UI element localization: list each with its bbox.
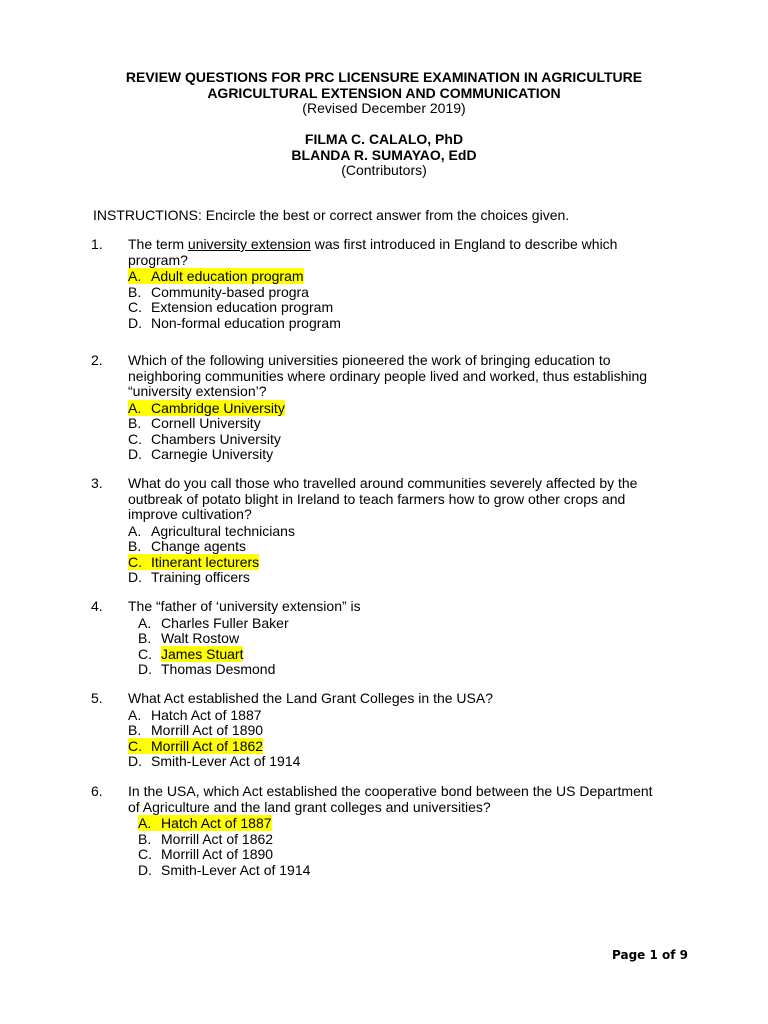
doc-title-line1: REVIEW QUESTIONS FOR PRC LICENSURE EXAMINATION IN AGRICULTURE xyxy=(125,69,643,85)
author-1: FILMA C. CALALO, PhD xyxy=(304,131,464,147)
answer-options xyxy=(128,708,691,770)
doc-title-line2: AGRICULTURAL EXTENSION AND COMMUNICATION xyxy=(207,85,561,101)
question-text-line: What Act established the Land Grant Colleges in the USA? xyxy=(128,690,493,706)
answer-options xyxy=(138,816,691,878)
question-number: 2. xyxy=(91,352,103,368)
question-5 xyxy=(91,691,691,770)
answer-option-c[interactable]: C. Chambers University xyxy=(128,430,281,447)
question-text-line: What do you call those who travelled around communities severely affected by the xyxy=(128,475,638,491)
question-number: 5. xyxy=(91,690,103,706)
question-number: 3. xyxy=(91,475,103,491)
answer-options xyxy=(128,269,691,331)
answer-option-b[interactable]: B. Community-based progra xyxy=(128,283,309,300)
question-6 xyxy=(91,784,691,878)
doc-revision: (Revised December 2019) xyxy=(302,100,466,116)
question-text-line: improve cultivation? xyxy=(128,506,252,522)
answer-option-c[interactable]: C. Itinerant lecturers xyxy=(128,553,260,570)
answer-option-d[interactable]: D. Non-formal education program xyxy=(128,314,341,331)
answer-option-b[interactable]: B. Morrill Act of 1862 xyxy=(138,830,274,847)
contributors-label: (Contributors) xyxy=(341,162,427,178)
answer-option-d[interactable]: D. Carnegie University xyxy=(128,446,274,462)
question-text-line: outbreak of potato blight in Ireland to teach farmers how to grow other crops and xyxy=(128,490,626,507)
question-text-line: neighboring communities where ordinary people lived and worked, thus establishing xyxy=(128,367,648,384)
answer-option-b[interactable]: B. Walt Rostow xyxy=(138,630,240,646)
answer-option-d[interactable]: D. Training officers xyxy=(128,569,250,585)
question-text-line: program? xyxy=(128,251,188,268)
answer-option-a[interactable]: A. Adult education program xyxy=(128,268,304,284)
question-2 xyxy=(91,353,691,463)
question-text-line: The “father of ‘university extension” is xyxy=(128,598,361,614)
question-1 xyxy=(91,237,691,331)
underlined-term: university extension xyxy=(187,236,311,252)
answer-option-b[interactable]: B. Cornell University xyxy=(128,415,261,431)
answer-option-a[interactable]: A. Hatch Act of 1887 xyxy=(138,815,272,831)
answer-option-b[interactable]: B. Morrill Act of 1890 xyxy=(128,722,264,738)
question-number: 1. xyxy=(91,236,103,252)
question-number: 6. xyxy=(91,783,103,799)
answer-option-c[interactable]: C. James Stuart xyxy=(138,645,244,662)
question-text-line: Which of the following universities pioneered the work of bringing education to xyxy=(128,352,611,368)
instructions: INSTRUCTIONS: Encircle the best or correct answer from the choices given. xyxy=(93,207,570,223)
answer-option-d[interactable]: D. Smith-Lever Act of 1914 xyxy=(138,861,311,878)
question-text-line: of Agriculture and the land grant colleges and universities? xyxy=(128,798,491,815)
answer-option-c[interactable]: C. Morrill Act of 1890 xyxy=(138,846,274,862)
question-text-line: In the USA, which Act established the cooperative bond between the US Department xyxy=(128,783,653,799)
answer-options xyxy=(128,524,691,586)
answer-option-b[interactable]: B. Change agents xyxy=(128,538,246,554)
question-3 xyxy=(91,476,691,586)
answer-options xyxy=(128,401,691,463)
answer-option-c[interactable]: C. Morrill Act of 1862 xyxy=(128,737,264,754)
answer-option-a[interactable]: A. Agricultural technicians xyxy=(128,522,295,539)
answer-option-d[interactable]: D. Thomas Desmond xyxy=(138,661,276,677)
question-text: The term university extension was first introduced in England to describe which xyxy=(128,236,618,252)
answer-option-a[interactable]: A. Hatch Act of 1887 xyxy=(128,706,262,723)
page-number: Page 1 of 9 xyxy=(612,948,688,962)
answer-option-a[interactable]: A. Cambridge University xyxy=(128,399,285,416)
question-number: 4. xyxy=(91,598,103,614)
answer-option-a[interactable]: A. Charles Fuller Baker xyxy=(138,614,289,631)
question-text-line: “university extension’? xyxy=(128,383,267,399)
question-4 xyxy=(91,599,691,678)
answer-option-d[interactable]: D. Smith-Lever Act of 1914 xyxy=(128,753,301,769)
author-2: BLANDA R. SUMAYAO, EdD xyxy=(291,147,477,163)
answer-options xyxy=(138,616,691,678)
answer-option-c[interactable]: C. Extension education program xyxy=(128,299,334,315)
